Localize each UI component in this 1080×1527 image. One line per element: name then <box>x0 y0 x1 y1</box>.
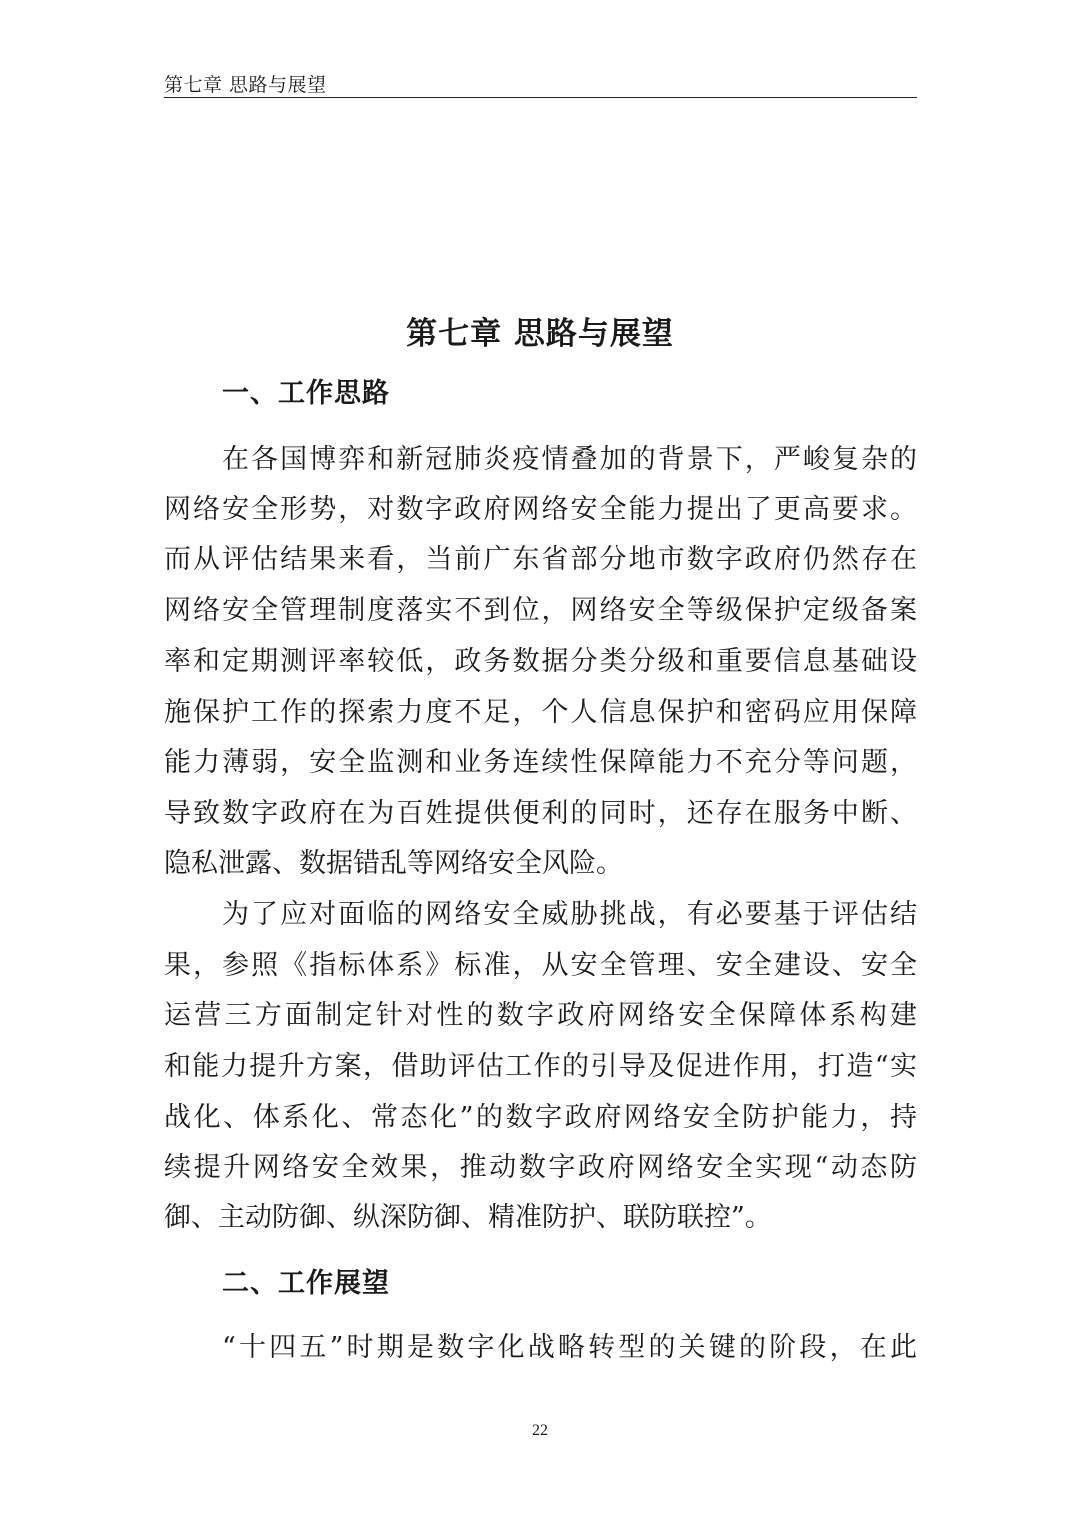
paragraph-line: 果，参照《指标体系》标准，从安全管理、安全建设、安全 <box>164 950 917 981</box>
paragraph-line: 导致数字政府在为百姓提供便利的同时，还存在服务中断、 <box>164 798 917 829</box>
page-number: 22 <box>532 1422 548 1439</box>
paragraph-line: 率和定期测评率较低，政务数据分类分级和重要信息基础设 <box>164 646 917 677</box>
paragraph-line: 战化、体系化、常态化”的数字政府网络安全防护能力，持 <box>164 1102 917 1133</box>
paragraph-line: 运营三方面制定针对性的数字政府网络安全保障体系构建 <box>164 1000 917 1031</box>
paragraph-line: 隐私泄露、数据错乱等网络安全风险。 <box>164 848 623 879</box>
section-heading-work-ideas: 一、工作思路 <box>222 378 390 409</box>
paragraph-line: 为了应对面临的网络安全威胁挑战，有必要基于评估结 <box>222 899 917 930</box>
section-heading-work-outlook: 二、工作展望 <box>222 1268 390 1299</box>
chapter-title: 第七章 思路与展望 <box>406 316 674 352</box>
header-divider <box>164 97 917 98</box>
paragraph-line: 网络安全管理制度落实不到位，网络安全等级保护定级备案 <box>164 595 917 626</box>
paragraph-line: 御、主动防御、纵深防御、精准防护、联防联控”。 <box>164 1202 772 1233</box>
paragraph-line: 能力薄弱，安全监测和业务连续性保障能力不充分等问题， <box>164 747 917 778</box>
paragraph-line: 续提升网络安全效果，推动数字政府网络安全实现“动态防 <box>164 1152 917 1183</box>
paragraph-line: 而从评估结果来看，当前广东省部分地市数字政府仍然存在 <box>164 544 917 575</box>
running-header-title: 第七章 思路与展望 <box>164 74 327 96</box>
paragraph-line: “十四五”时期是数字化战略转型的关键的阶段，在此 <box>222 1332 917 1363</box>
paragraph-line: 和能力提升方案，借助评估工作的引导及促进作用，打造“实 <box>164 1051 917 1082</box>
paragraph-line: 在各国博弈和新冠肺炎疫情叠加的背景下，严峻复杂的 <box>222 444 917 475</box>
paragraph-line: 施保护工作的探索力度不足，个人信息保护和密码应用保障 <box>164 697 917 728</box>
paragraph-line: 网络安全形势，对数字政府网络安全能力提出了更高要求。 <box>164 494 917 525</box>
